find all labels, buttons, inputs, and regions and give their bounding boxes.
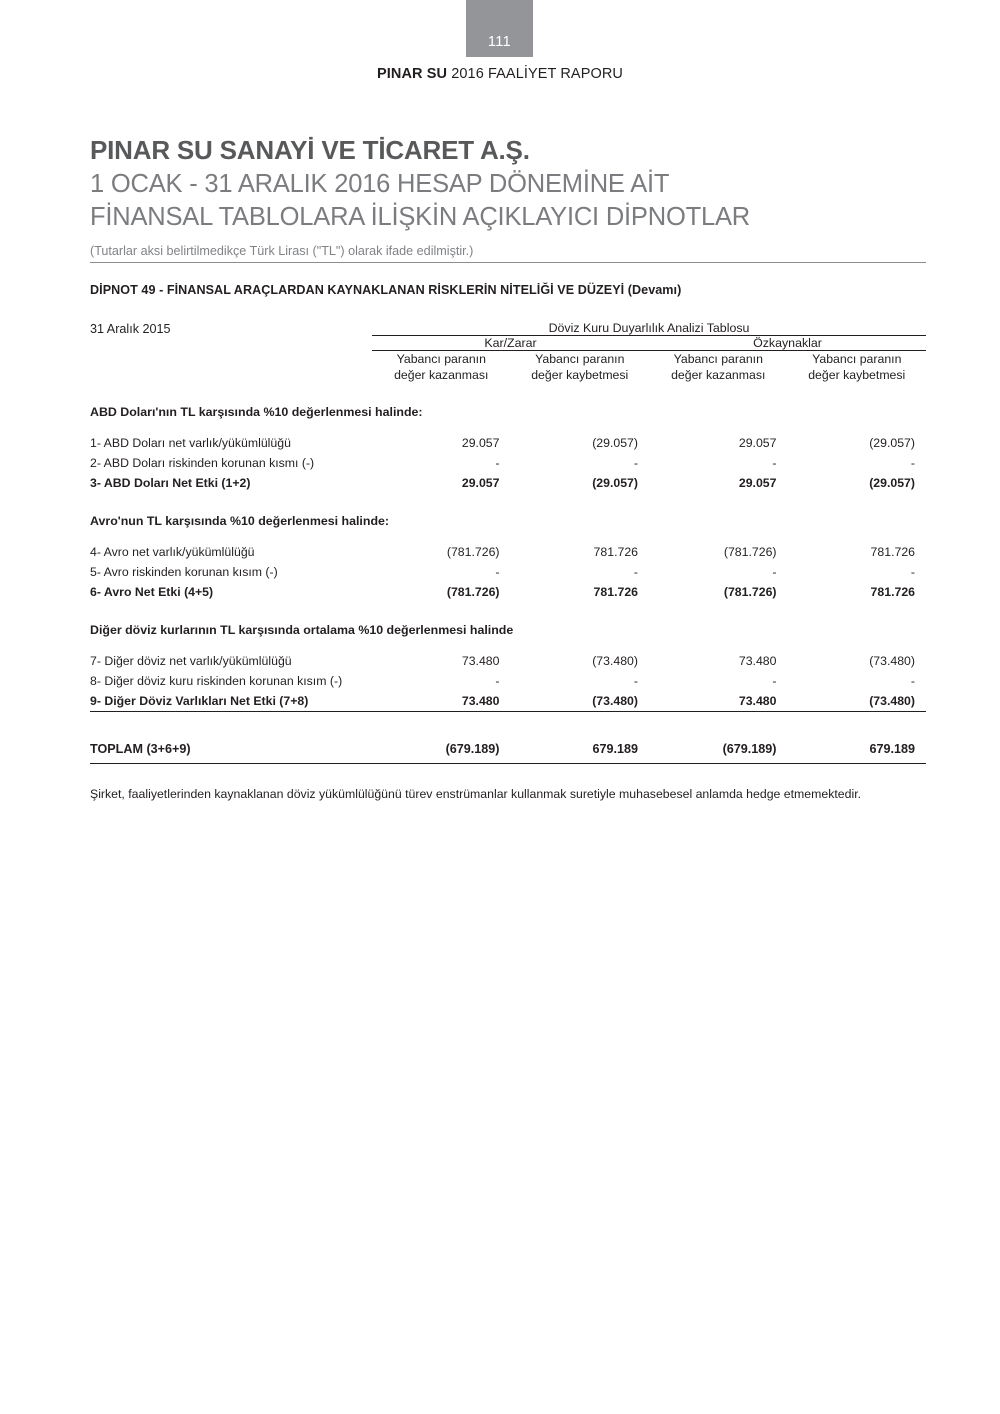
col-header-2-line1: Yabancı paranın <box>535 352 625 367</box>
row-label: 1- ABD Doları net varlık/yükümlülüğü <box>90 435 291 450</box>
table-head <box>90 321 926 384</box>
table-column-header-4 <box>788 351 927 384</box>
document-subtitle-period: 1 OCAK - 31 ARALIK 2016 HESAP DÖNEMİNE AİT <box>90 169 670 198</box>
row-label: 5- Avro riskinden korunan kısım (-) <box>90 564 278 579</box>
section-title-usd: ABD Doları'nın TL karşısında %10 değerlenmesi halinde: <box>90 404 423 419</box>
row-label: 8- Diğer döviz kuru riskinden korunan kısım (-) <box>90 674 343 689</box>
col-header-4-line2: değer kaybetmesi <box>808 368 906 383</box>
table-row <box>90 562 926 582</box>
table-group-header-row <box>90 336 926 351</box>
units-note: (Tutarlar aksi belirtilmedikçe Türk Lirası ("TL") olarak ifade edilmiştir.) <box>90 244 926 263</box>
table-body <box>90 384 926 764</box>
row-value: (29.057) <box>592 475 638 490</box>
row-value: (73.480) <box>869 654 915 669</box>
table-group-spacer <box>90 336 372 351</box>
row-label: 9- Diğer Döviz Varlıkları Net Etki (7+8) <box>90 694 309 709</box>
table-row <box>90 640 926 671</box>
col-header-4-line1: Yabancı paranın <box>812 352 902 367</box>
section-title-row <box>90 384 926 422</box>
row-value: - <box>633 564 638 579</box>
row-value: - <box>772 455 777 470</box>
row-value: 781.726 <box>593 585 638 600</box>
section-title-row <box>90 602 926 640</box>
row-value: 73.480 <box>461 654 500 669</box>
grand-total-value: 679.189 <box>869 742 915 757</box>
table-group-header-ozkaynaklar: Özkaynaklar <box>649 336 926 351</box>
table-row <box>90 531 926 562</box>
row-value: (73.480) <box>592 654 638 669</box>
grand-total-label: TOPLAM (3+6+9) <box>90 742 191 757</box>
row-value: (781.726) <box>446 585 500 600</box>
section-title-other: Diğer döviz kurlarının TL karşısında ortalama %10 değerlenmesi halinde <box>90 623 514 638</box>
grand-total-value: (679.189) <box>722 742 777 757</box>
row-value: (29.057) <box>869 435 915 450</box>
table-super-header-row <box>90 321 926 336</box>
row-label: 2- ABD Doları riskinden korunan kısmı (-) <box>90 455 315 470</box>
row-value: - <box>495 564 500 579</box>
document-subtitle-notes: FİNANSAL TABLOLARA İLİŞKİN AÇIKLAYICI DİPNOTLAR <box>90 203 750 232</box>
row-value: (781.726) <box>446 544 500 559</box>
row-value: 73.480 <box>738 694 777 709</box>
row-value: - <box>495 455 500 470</box>
row-label: 3- ABD Doları Net Etki (1+2) <box>90 475 251 490</box>
section-title-eur: Avro'nun TL karşısında %10 değerlenmesi halinde: <box>90 513 390 528</box>
running-head-brand: PINAR SU <box>376 66 448 82</box>
row-value: (73.480) <box>592 694 638 709</box>
col-header-1-line2: değer kazanması <box>394 368 489 383</box>
row-value: (73.480) <box>869 694 915 709</box>
note-heading: DİPNOT 49 - FİNANSAL ARAÇLARDAN KAYNAKLANAN RİSKLERİN NİTELİĞİ VE DÜZEYİ (Devamı) <box>90 283 682 298</box>
row-value: 73.480 <box>738 654 777 669</box>
row-value: (781.726) <box>723 585 777 600</box>
row-value: - <box>633 674 638 689</box>
row-value: 73.480 <box>461 694 500 709</box>
row-value: - <box>910 455 915 470</box>
table-column-header-row <box>90 351 926 384</box>
row-value: (781.726) <box>723 544 777 559</box>
row-value: 29.057 <box>461 435 500 450</box>
grand-total-value: 679.189 <box>592 742 638 757</box>
table-column-header-1 <box>372 351 511 384</box>
page-number: 111 <box>487 34 512 50</box>
col-header-3-line2: değer kazanması <box>671 368 766 383</box>
row-value: 29.057 <box>738 475 777 490</box>
table-row-subtotal <box>90 691 926 712</box>
row-label: 4- Avro net varlık/yükümlülüğü <box>90 544 255 559</box>
table-row-grand-total <box>90 724 926 763</box>
section-title-row <box>90 493 926 531</box>
page-content <box>90 0 926 803</box>
grand-total-value: (679.189) <box>445 742 500 757</box>
col-header-3-line1: Yabancı paranın <box>673 352 763 367</box>
currency-sensitivity-table <box>90 321 926 764</box>
col-header-1-line1: Yabancı paranın <box>396 352 486 367</box>
table-row <box>90 671 926 691</box>
table-row <box>90 453 926 473</box>
row-value: - <box>910 674 915 689</box>
row-value: - <box>633 455 638 470</box>
table-column-header-2 <box>511 351 650 384</box>
row-value: - <box>772 564 777 579</box>
table-rule-below-total <box>90 763 926 764</box>
row-value: - <box>910 564 915 579</box>
col-header-2-line2: değer kaybetmesi <box>531 368 629 383</box>
table-rule-above-total <box>90 712 926 725</box>
row-value: - <box>772 674 777 689</box>
row-value: 781.726 <box>870 585 915 600</box>
row-value: 29.057 <box>461 475 500 490</box>
table-row-subtotal <box>90 473 926 493</box>
table-column-header-spacer <box>90 351 372 384</box>
table-row <box>90 422 926 453</box>
row-value: 781.726 <box>870 544 915 559</box>
row-label: 7- Diğer döviz net varlık/yükümlülüğü <box>90 654 292 669</box>
row-value: 781.726 <box>593 544 638 559</box>
row-value: (29.057) <box>869 475 915 490</box>
table-super-header: Döviz Kuru Duyarlılık Analizi Tablosu <box>372 321 926 336</box>
table-group-header-kar-zarar: Kar/Zarar <box>372 336 649 351</box>
table-column-header-3 <box>649 351 788 384</box>
table-row-subtotal <box>90 582 926 602</box>
table-date-label: 31 Aralık 2015 <box>90 321 171 336</box>
row-value: - <box>495 674 500 689</box>
footnote-text: Şirket, faaliyetlerinden kaynaklanan döviz yükümlülüğünü türev enstrümanlar kullanmak suretiyle muhasebesel anlamda hedge etmemektedir. <box>90 786 862 801</box>
document-title: PINAR SU SANAYİ VE TİCARET A.Ş. <box>90 135 530 165</box>
row-value: 29.057 <box>738 435 777 450</box>
row-value: (29.057) <box>592 435 638 450</box>
row-label: 6- Avro Net Etki (4+5) <box>90 585 214 600</box>
running-head-rest: 2016 FAALİYET RAPORU <box>447 66 623 82</box>
